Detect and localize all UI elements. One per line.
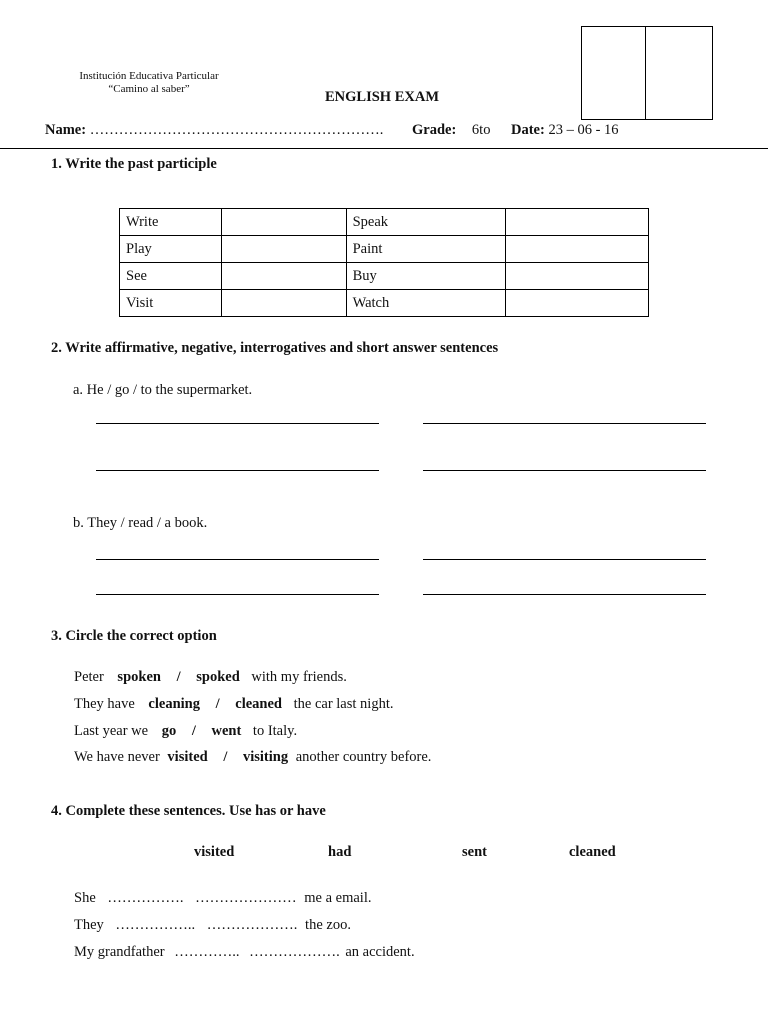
answer-cell[interactable] xyxy=(221,209,346,236)
q3-separator: / xyxy=(215,696,220,712)
q4-rest: me a email. xyxy=(304,890,372,906)
q3-option[interactable]: cleaned xyxy=(235,696,282,712)
q3-pre: We have never xyxy=(74,749,160,765)
q3-line xyxy=(74,749,431,766)
q3-post: to Italy. xyxy=(252,723,298,739)
verb-cell: Play xyxy=(120,236,222,263)
q4-rest: an accident. xyxy=(345,944,415,960)
q2-title: 2. Write affirmative, negative, interrogatives and short answer sentences xyxy=(51,340,499,356)
photo-box xyxy=(581,26,713,120)
answer-cell[interactable] xyxy=(221,290,346,317)
q3-line xyxy=(74,696,393,713)
table-row xyxy=(120,236,649,263)
name-label: Name: xyxy=(45,122,87,138)
q3-pre: They have xyxy=(74,696,135,712)
q3-post: another country before. xyxy=(295,749,432,765)
table-row xyxy=(120,290,649,317)
answer-cell[interactable] xyxy=(221,263,346,290)
past-participle-table xyxy=(119,208,649,317)
verb-cell: Buy xyxy=(346,263,506,290)
q3-post: with my friends. xyxy=(251,669,347,685)
q3-post: the car last night. xyxy=(293,696,394,712)
answer-cell[interactable] xyxy=(506,290,649,317)
answer-cell[interactable] xyxy=(506,236,649,263)
q3-option[interactable]: cleaning xyxy=(148,696,200,712)
school-line-2: “Camino al saber” xyxy=(108,83,190,95)
header-divider xyxy=(0,148,768,149)
school-name xyxy=(62,70,236,96)
grade-row xyxy=(412,122,490,139)
q1-title: 1. Write the past participle xyxy=(51,156,217,172)
q3-option[interactable]: spoken xyxy=(117,669,161,685)
grade-value: 6to xyxy=(471,122,491,138)
answer-line[interactable] xyxy=(423,559,706,560)
q2-item-a: a. He / go / to the supermarket. xyxy=(73,382,253,398)
date-row xyxy=(511,122,619,139)
answer-line[interactable] xyxy=(423,594,706,595)
q4-blank[interactable]: ……………. xyxy=(107,890,184,906)
q3-pre: Last year we xyxy=(74,723,149,739)
q4-blank[interactable]: …………….. xyxy=(115,917,196,933)
verb-cell: Paint xyxy=(346,236,506,263)
date-label: Date: xyxy=(511,122,545,138)
photo-box-divider xyxy=(645,27,646,119)
q3-separator: / xyxy=(223,749,228,765)
q4-sentence xyxy=(74,890,371,907)
answer-line[interactable] xyxy=(96,470,379,471)
answer-cell[interactable] xyxy=(221,236,346,263)
q4-sentence xyxy=(74,944,415,961)
word-bank-item: sent xyxy=(462,844,487,860)
q3-option[interactable]: went xyxy=(211,723,242,739)
answer-line[interactable] xyxy=(96,559,379,560)
q3-option[interactable]: spoked xyxy=(196,669,240,685)
verb-cell: Write xyxy=(120,209,222,236)
table-row xyxy=(120,209,649,236)
verb-cell: Watch xyxy=(346,290,506,317)
answer-cell[interactable] xyxy=(506,263,649,290)
q3-title: 3. Circle the correct option xyxy=(51,628,217,644)
q4-blank[interactable]: ………….. xyxy=(174,944,240,960)
q4-subject: My grandfather xyxy=(74,944,165,960)
q4-title: 4. Complete these sentences. Use has or have xyxy=(51,803,326,819)
q4-blank[interactable]: ………………. xyxy=(206,917,298,933)
word-bank-item: had xyxy=(328,844,352,860)
school-line-1: Institución Educativa Particular xyxy=(79,70,219,82)
q3-line xyxy=(74,669,347,686)
date-value: 23 – 06 - 16 xyxy=(548,122,619,138)
q4-subject: She xyxy=(74,890,96,906)
verb-cell: Visit xyxy=(120,290,222,317)
q3-separator: / xyxy=(176,669,181,685)
q4-blank[interactable]: ………………. xyxy=(249,944,340,960)
q3-separator: / xyxy=(191,723,196,739)
q2-item-b: b. They / read / a book. xyxy=(73,515,208,531)
q3-line xyxy=(74,723,297,740)
name-blank[interactable]: ……………………………………………………. xyxy=(89,122,384,138)
word-bank-item: cleaned xyxy=(569,844,616,860)
q4-rest: the zoo. xyxy=(305,917,351,933)
q4-subject: They xyxy=(74,917,104,933)
q3-pre: Peter xyxy=(74,669,104,685)
grade-label: Grade: xyxy=(412,122,457,138)
answer-line[interactable] xyxy=(96,594,379,595)
exam-title: ENGLISH EXAM xyxy=(325,89,440,105)
q3-option[interactable]: go xyxy=(161,723,177,739)
answer-line[interactable] xyxy=(96,423,379,424)
name-row xyxy=(45,122,383,139)
q4-sentence xyxy=(74,917,351,934)
answer-line[interactable] xyxy=(423,423,706,424)
word-bank-item: visited xyxy=(194,844,235,860)
q3-option[interactable]: visited xyxy=(167,749,208,765)
q4-blank[interactable]: ………………… xyxy=(195,890,297,906)
verb-cell: See xyxy=(120,263,222,290)
verb-cell: Speak xyxy=(346,209,506,236)
q3-option[interactable]: visiting xyxy=(242,749,289,765)
table-row xyxy=(120,263,649,290)
answer-cell[interactable] xyxy=(506,209,649,236)
answer-line[interactable] xyxy=(423,470,706,471)
